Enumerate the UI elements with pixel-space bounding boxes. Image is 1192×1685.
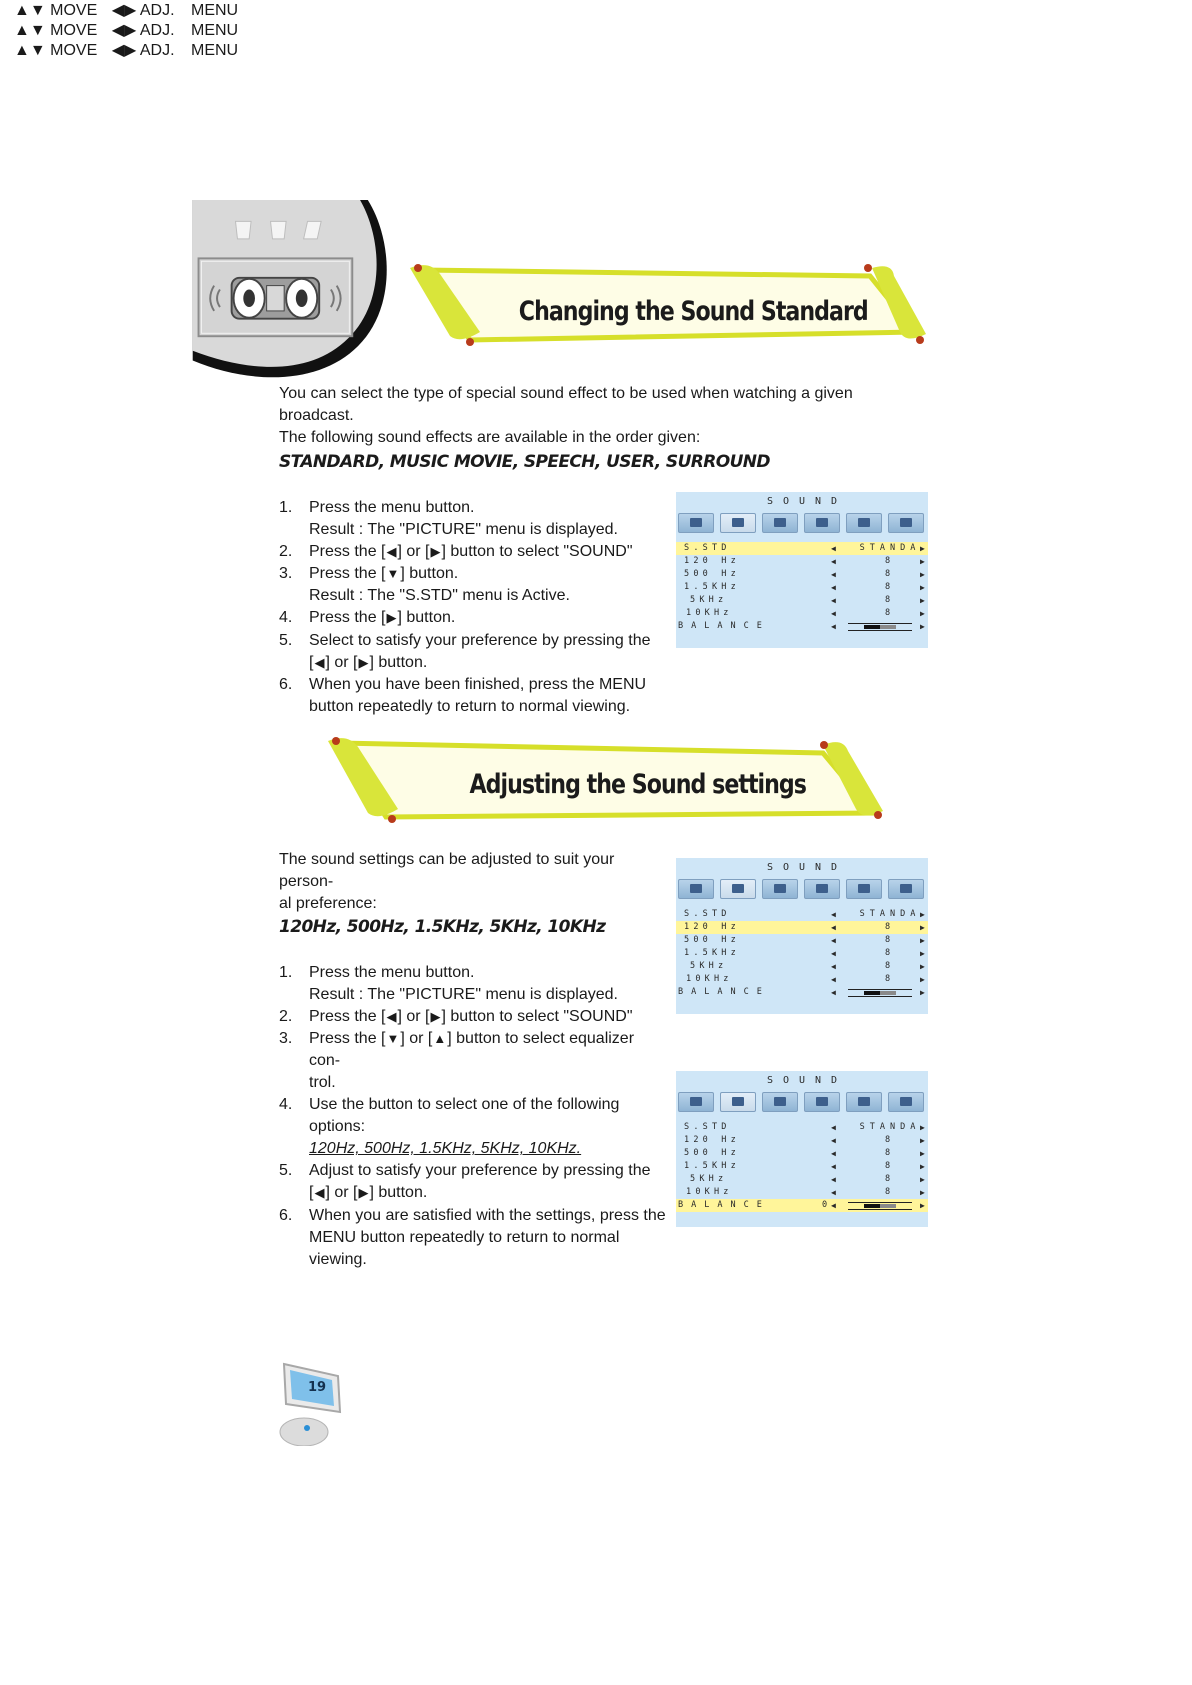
function-tab-icon [846, 879, 882, 899]
intro-line: The following sound effects are available in the order given: [279, 429, 701, 446]
left-arrow-icon: ◀ [831, 622, 836, 631]
left-arrow-icon: ◀ [831, 1162, 836, 1171]
right-arrow-icon: ▶ [920, 962, 925, 971]
right-arrow-icon: ▶ [920, 1136, 925, 1145]
picture-tab-icon [678, 513, 714, 533]
left-arrow-icon: ◀ [831, 609, 836, 618]
osd-row-value: STANDA [859, 1122, 921, 1132]
osd-row-label: BALANCE [678, 1200, 770, 1210]
step-text: Press the [ [309, 1008, 386, 1026]
nav-menu-label: MENU [191, 42, 239, 59]
setup-tab-icon [888, 1092, 924, 1112]
step-item [279, 563, 659, 607]
osd-row-value: 8 [884, 608, 896, 618]
left-arrow-icon: ◀ [831, 962, 836, 971]
osd-row-label: 500 Hz [684, 569, 740, 579]
step-number: 4. [279, 609, 293, 627]
osd-title: SOUND [766, 1075, 848, 1086]
sound-section-badge [190, 200, 390, 380]
osd-row-500hz [676, 568, 928, 581]
left-arrow-icon: ◀ [831, 988, 836, 997]
step-result: Result : The "PICTURE" menu is displayed. [309, 986, 618, 1003]
page-number: 19 [308, 1380, 327, 1395]
osd-title: SOUND [766, 862, 848, 873]
balance-bar [848, 989, 912, 997]
osd-row-label: 1.5KHz [684, 582, 740, 592]
osd-row-sstd [676, 908, 928, 921]
section-title: Adjusting the Sound settings [469, 769, 806, 800]
osd-row-label: 10KHz [686, 974, 733, 984]
osd-row-120hz [676, 555, 928, 568]
left-arrow-icon: ◀ [831, 1123, 836, 1132]
osd-row-balance [676, 620, 928, 633]
right-arrow-icon: ▶ [920, 1175, 925, 1184]
sound-osd-menu [676, 858, 928, 1014]
right-arrow-icon: ▶ [358, 1185, 369, 1201]
step-text: Use the button to select one of the following [309, 1096, 620, 1114]
step-number: 3. [279, 1030, 293, 1048]
osd-row-value: 8 [884, 1161, 896, 1171]
osd-row-5khz [676, 594, 928, 607]
sound-standard-options: STANDARD, MUSIC MOVIE, SPEECH, USER, SURROUND [279, 452, 770, 472]
right-arrow-icon: ▶ [358, 654, 369, 670]
picture-tab-icon [678, 879, 714, 899]
right-arrow-icon: ▶ [920, 596, 925, 605]
down-arrow-icon: ▼ [386, 566, 400, 582]
right-arrow-icon: ▶ [920, 557, 925, 566]
speaker-cones-icon [236, 221, 322, 239]
channel-tab-icon [762, 1092, 798, 1112]
osd-tab-icons [676, 1091, 928, 1113]
step-number: 2. [279, 543, 293, 560]
timer-tab-icon [804, 879, 840, 899]
step-item [279, 1028, 669, 1094]
osd-row-label: BALANCE [678, 987, 770, 997]
osd-title: SOUND [766, 496, 848, 507]
osd-row-1-5khz [676, 581, 928, 594]
step-text: trol. [309, 1074, 336, 1092]
left-arrow-icon: ◀ [386, 1009, 397, 1024]
osd-row-1-5khz [676, 947, 928, 960]
step-text: Adjust to satisfy your preference by pressing the [309, 1162, 651, 1180]
intro-paragraph [279, 383, 919, 449]
sound-tab-icon [720, 879, 756, 899]
step-number: 3. [279, 565, 293, 583]
osd-row-label: S.STD [684, 543, 731, 553]
osd-row-value: 8 [884, 935, 896, 945]
left-arrow-icon: ◀ [314, 1185, 325, 1201]
step-item [279, 1094, 669, 1160]
section-title: Changing the Sound Standard [518, 296, 868, 327]
nav-adj-label: ADJ. [139, 22, 175, 39]
step-result: Result : The "PICTURE" menu is displayed. [309, 521, 618, 538]
osd-row-10khz [676, 973, 928, 986]
up-arrow-icon: ▲ [433, 1031, 447, 1047]
osd-row-500hz [676, 934, 928, 947]
osd-row-value: 8 [884, 582, 896, 592]
step-text: ] or [ [325, 1184, 358, 1202]
osd-tab-icons [676, 512, 928, 534]
step-text: [ [309, 653, 314, 671]
osd-row-label: 120 Hz [684, 1135, 740, 1145]
osd-row-500hz [676, 1147, 928, 1160]
step-text: Press the [ [309, 609, 386, 627]
step-text: ] button. [400, 565, 459, 583]
osd-row-label: 120 Hz [684, 556, 740, 566]
osd-row-label: 500 Hz [684, 1148, 740, 1158]
step-number: 2. [279, 1008, 293, 1025]
osd-row-label: 10KHz [686, 608, 733, 618]
osd-row-label: S.STD [684, 909, 731, 919]
osd-row-label: 5KHz [690, 961, 728, 971]
osd-row-value: 8 [884, 1148, 896, 1158]
osd-row-value: 8 [884, 961, 896, 971]
step-text: When you have been finished, press the MENU [309, 675, 647, 693]
osd-row-label: 1.5KHz [684, 1161, 740, 1171]
osd-row-label: 5KHz [690, 595, 728, 605]
osd-row-value: STANDA [859, 909, 921, 919]
monitor-page-icon [274, 1356, 354, 1446]
step-result: Result : The "S.STD" menu is Active. [309, 587, 570, 605]
osd-row-value: 8 [884, 1187, 896, 1197]
step-text: ] or [ [325, 653, 358, 671]
osd-row-label: 5KHz [690, 1174, 728, 1184]
right-arrow-icon: ▶ [386, 610, 397, 626]
step-item [279, 962, 669, 1006]
function-tab-icon [846, 513, 882, 533]
step-text: [ [309, 1184, 314, 1202]
osd-row-value: 8 [884, 922, 896, 932]
right-arrow-icon: ▶ [920, 936, 925, 945]
balance-bar [848, 1202, 912, 1210]
step-number: 1. [279, 499, 293, 516]
step-text: ] button to select "SOUND" [441, 1008, 633, 1026]
step-text: Press the menu button. [309, 499, 475, 516]
setup-tab-icon [888, 513, 924, 533]
left-arrow-icon: ◀ [831, 583, 836, 592]
balance-value: 0 [822, 1200, 828, 1210]
step-item [279, 1006, 669, 1028]
left-arrow-icon: ◀ [831, 1201, 836, 1210]
equalizer-options: 120Hz, 500Hz, 1.5KHz, 5KHz, 10KHz [279, 917, 606, 937]
left-arrow-icon: ◀ [831, 923, 836, 932]
step-number: 4. [279, 1096, 293, 1114]
channel-tab-icon [762, 513, 798, 533]
left-arrow-icon: ◀ [831, 1149, 836, 1158]
intro-paragraph [279, 849, 659, 915]
channel-tab-icon [762, 879, 798, 899]
step-item [279, 497, 659, 541]
step-item [279, 1205, 669, 1271]
left-arrow-icon: ◀ [831, 910, 836, 919]
osd-row-5khz [676, 1173, 928, 1186]
osd-row-value: 8 [884, 1135, 896, 1145]
timer-tab-icon [804, 1092, 840, 1112]
nav-menu-label: MENU [191, 22, 239, 39]
right-arrow-icon: ▶ [920, 988, 925, 997]
step-number: 1. [279, 964, 293, 981]
down-arrow-icon: ▼ [386, 1031, 400, 1047]
step-item [279, 541, 659, 563]
nav-adj-label: ADJ. [139, 2, 175, 19]
step-text: Press the [ [309, 565, 386, 583]
osd-row-value: STANDA [859, 543, 921, 553]
step-number: 6. [279, 1206, 293, 1224]
osd-row-120hz [676, 1134, 928, 1147]
osd-row-10khz [676, 607, 928, 620]
sound-tab-icon [720, 1092, 756, 1112]
step-text: button repeatedly to return to normal viewing. [309, 697, 631, 715]
right-arrow-icon: ▶ [920, 1162, 925, 1171]
step-text: ] button. [369, 653, 428, 671]
step-text: ] or [ [397, 543, 430, 561]
osd-row-5khz [676, 960, 928, 973]
left-arrow-icon: ◀ [831, 557, 836, 566]
left-arrow-icon: ◀ [314, 654, 325, 670]
option-list: 120Hz, 500Hz, 1.5KHz, 5KHz, 10KHz. [309, 1140, 582, 1158]
left-arrow-icon: ◀ [831, 936, 836, 945]
step-item [279, 630, 659, 674]
osd-row-balance [676, 1199, 928, 1212]
right-arrow-icon: ▶ [430, 544, 441, 559]
osd-nav-bar [0, 40, 1192, 60]
nav-move-label: MOVE [50, 22, 98, 39]
nav-adj-label: ADJ. [139, 42, 175, 59]
osd-row-value: 8 [884, 974, 896, 984]
step-text: ] button to select "SOUND" [441, 543, 633, 561]
right-arrow-icon: ▶ [920, 1188, 925, 1197]
right-arrow-icon: ▶ [920, 975, 925, 984]
left-right-arrows-icon: ◀▶ [111, 2, 137, 19]
picture-tab-icon [678, 1092, 714, 1112]
intro-line: The sound settings can be adjusted to suit your person- [279, 851, 615, 890]
left-right-arrows-icon: ◀▶ [111, 22, 137, 39]
osd-tab-icons [676, 878, 928, 900]
step-text: Press the [ [309, 543, 386, 561]
step-text: options: [309, 1118, 366, 1136]
up-down-arrows-icon: ▲▼ [14, 22, 46, 39]
osd-row-sstd [676, 542, 928, 555]
right-arrow-icon: ▶ [920, 1201, 925, 1210]
right-arrow-icon: ▶ [920, 622, 925, 631]
left-right-arrows-icon: ◀▶ [111, 42, 137, 59]
osd-row-balance [676, 986, 928, 999]
osd-row-label: 10KHz [686, 1187, 733, 1197]
left-arrow-icon: ◀ [386, 544, 397, 559]
step-item [279, 607, 659, 629]
right-arrow-icon: ▶ [920, 570, 925, 579]
intro-line: You can select the type of special sound effect to be used when watching a given broadcast. [279, 385, 853, 424]
left-arrow-icon: ◀ [831, 544, 836, 553]
balance-bar [848, 623, 912, 631]
step-item [279, 1160, 669, 1204]
right-arrow-icon: ▶ [920, 544, 925, 553]
up-down-arrows-icon: ▲▼ [14, 42, 46, 59]
step-text: ] or [ [397, 1008, 430, 1026]
steps-list [279, 497, 659, 718]
step-text: ] button to select equalizer con- [309, 1030, 635, 1070]
osd-row-value: 8 [884, 1174, 896, 1184]
step-text: MENU button repeatedly to return to normal viewing. [309, 1228, 620, 1268]
osd-nav-bar [0, 0, 1192, 20]
step-text: Press the [ [309, 1030, 386, 1048]
osd-row-value: 8 [884, 569, 896, 579]
step-number: 5. [279, 631, 293, 649]
osd-row-1-5khz [676, 1160, 928, 1173]
right-arrow-icon: ▶ [920, 949, 925, 958]
osd-row-label: 1.5KHz [684, 948, 740, 958]
sound-osd-menu [676, 1071, 928, 1227]
step-text: When you are satisfied with the settings, press the [309, 1206, 666, 1224]
osd-row-label: BALANCE [678, 621, 770, 631]
left-arrow-icon: ◀ [831, 1136, 836, 1145]
steps-list [279, 962, 669, 1271]
left-arrow-icon: ◀ [831, 1175, 836, 1184]
right-arrow-icon: ▶ [920, 910, 925, 919]
right-arrow-icon: ▶ [920, 583, 925, 592]
function-tab-icon [846, 1092, 882, 1112]
intro-line: al preference: [279, 895, 377, 912]
osd-row-value: 8 [884, 948, 896, 958]
step-text: Press the menu button. [309, 964, 475, 981]
osd-row-label: 120 Hz [684, 922, 740, 932]
step-number: 6. [279, 675, 293, 693]
right-arrow-icon: ▶ [920, 1123, 925, 1132]
osd-row-label: S.STD [684, 1122, 731, 1132]
step-text: ] or [ [400, 1030, 433, 1048]
setup-tab-icon [888, 879, 924, 899]
right-arrow-icon: ▶ [430, 1009, 441, 1024]
right-arrow-icon: ▶ [920, 1149, 925, 1158]
osd-row-sstd [676, 1121, 928, 1134]
nav-move-label: MOVE [50, 42, 98, 59]
osd-row-label: 500 Hz [684, 935, 740, 945]
osd-nav-bar [0, 20, 1192, 40]
left-arrow-icon: ◀ [831, 975, 836, 984]
left-arrow-icon: ◀ [831, 1188, 836, 1197]
right-arrow-icon: ▶ [920, 609, 925, 618]
right-arrow-icon: ▶ [920, 923, 925, 932]
left-arrow-icon: ◀ [831, 596, 836, 605]
left-arrow-icon: ◀ [831, 570, 836, 579]
nav-move-label: MOVE [50, 2, 98, 19]
osd-row-120hz [676, 921, 928, 934]
step-item [279, 674, 659, 718]
osd-row-value: 8 [884, 556, 896, 566]
step-text: ] button. [397, 609, 456, 627]
sound-osd-menu [676, 492, 928, 648]
step-number: 5. [279, 1162, 293, 1180]
up-down-arrows-icon: ▲▼ [14, 2, 46, 19]
osd-row-10khz [676, 1186, 928, 1199]
timer-tab-icon [804, 513, 840, 533]
step-text: ] button. [369, 1184, 428, 1202]
step-text: Select to satisfy your preference by pressing the [309, 631, 651, 649]
left-arrow-icon: ◀ [831, 949, 836, 958]
nav-menu-label: MENU [191, 2, 239, 19]
osd-row-value: 8 [884, 595, 896, 605]
sound-tab-icon [720, 513, 756, 533]
